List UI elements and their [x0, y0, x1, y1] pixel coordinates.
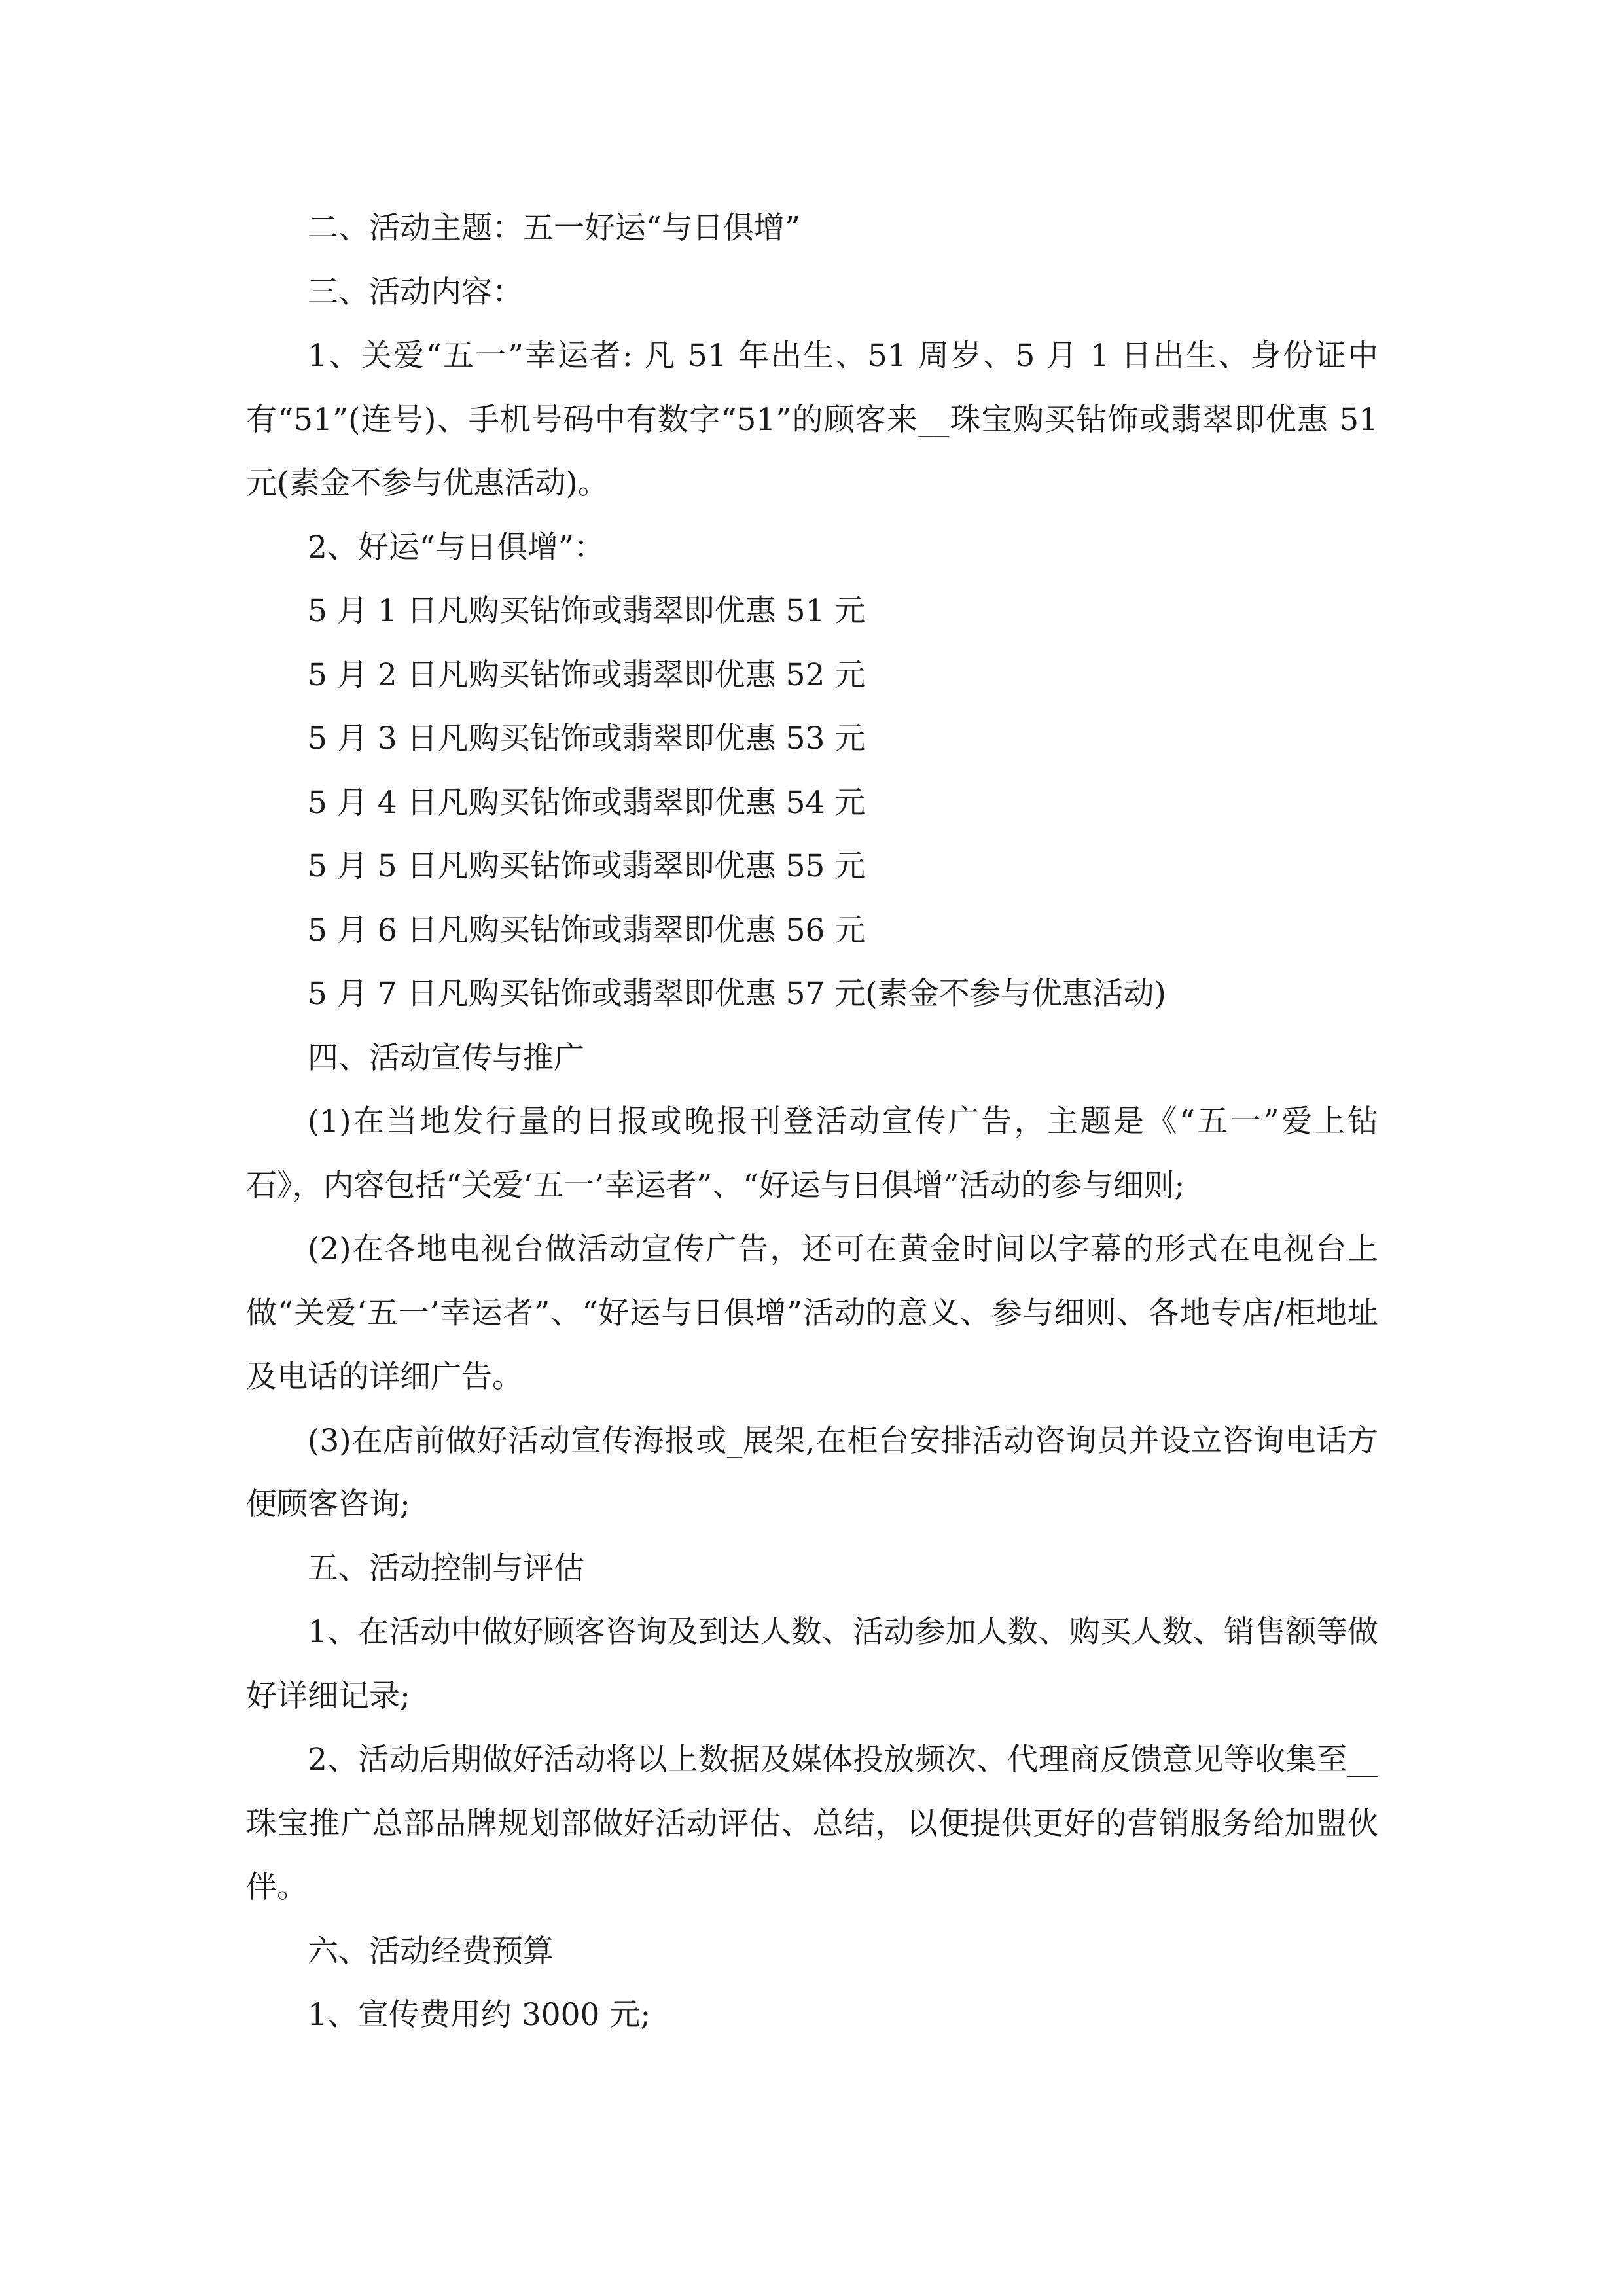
- promotion-item: (1)在当地发行量的日报或晚报刊登活动宣传广告，主题是《“五一”爱上钻石》，内容包括“关爱‘五一’幸运者”、“好运与日俱增”活动的参与细则;: [246, 1103, 1378, 1204]
- promotion-item: (2)在各地电视台做活动宣传广告，还可在黄金时间以字幕的形式在电视台上做“关爱‘五一’幸运者”、“好运与日俱增”活动的意义、参与细则、各地专店/柜地址及电话的详细广告。: [246, 1231, 1378, 1395]
- section-heading-promotion: 四、活动宣传与推广: [308, 1039, 584, 1076]
- paragraph-lucky-customer: 1、关爱“五一”幸运者: 凡 51 年出生、51 周岁、5 月 1 日出生、身份证中有“51”(连号)、手机号码中有数字“51”的顾客来__珠宝购买钻饰或翡翠即优惠 51 元(素金不参与优惠活动)。: [246, 338, 1378, 501]
- section-heading-budget: 六、活动经费预算: [308, 1933, 554, 1969]
- section-heading-content: 三、活动内容：: [308, 274, 523, 310]
- discount-line: 5 月 1 日凡购买钻饰或翡翠即优惠 51 元: [308, 593, 866, 629]
- discount-line: 5 月 5 日凡购买钻饰或翡翠即优惠 55 元: [308, 848, 866, 884]
- control-item: 1、在活动中做好顾客咨询及到达人数、活动参加人数、购买人数、销售额等做好详细记录;: [246, 1614, 1378, 1714]
- discount-line: 5 月 4 日凡购买钻饰或翡翠即优惠 54 元: [308, 784, 866, 821]
- section-heading-theme: 二、活动主题：五一好运“与日俱增”: [308, 210, 801, 246]
- budget-item: 1、宣传费用约 3000 元;: [308, 1997, 651, 2033]
- promotion-item: (3)在店前做好活动宣传海报或_展架,在柜台安排活动咨询员并设立咨询电话方便顾客咨询;: [246, 1422, 1378, 1522]
- subheading-good-luck: 2、好运“与日俱增”：: [308, 529, 605, 565]
- document-body: [246, 196, 1378, 2047]
- discount-line: 5 月 3 日凡购买钻饰或翡翠即优惠 53 元: [308, 721, 866, 757]
- discount-line: 5 月 7 日凡购买钻饰或翡翠即优惠 57 元(素金不参与优惠活动): [308, 976, 1166, 1012]
- section-heading-control: 五、活动控制与评估: [308, 1550, 584, 1587]
- control-item: 2、活动后期做好活动将以上数据及媒体投放频次、代理商反馈意见等收集至__珠宝推广总部品牌规划部做好活动评估、总结，以便提供更好的营销服务给加盟伙伴。: [246, 1742, 1378, 1905]
- discount-line: 5 月 6 日凡购买钻饰或翡翠即优惠 56 元: [308, 912, 866, 948]
- discount-line: 5 月 2 日凡购买钻饰或翡翠即优惠 52 元: [308, 656, 866, 693]
